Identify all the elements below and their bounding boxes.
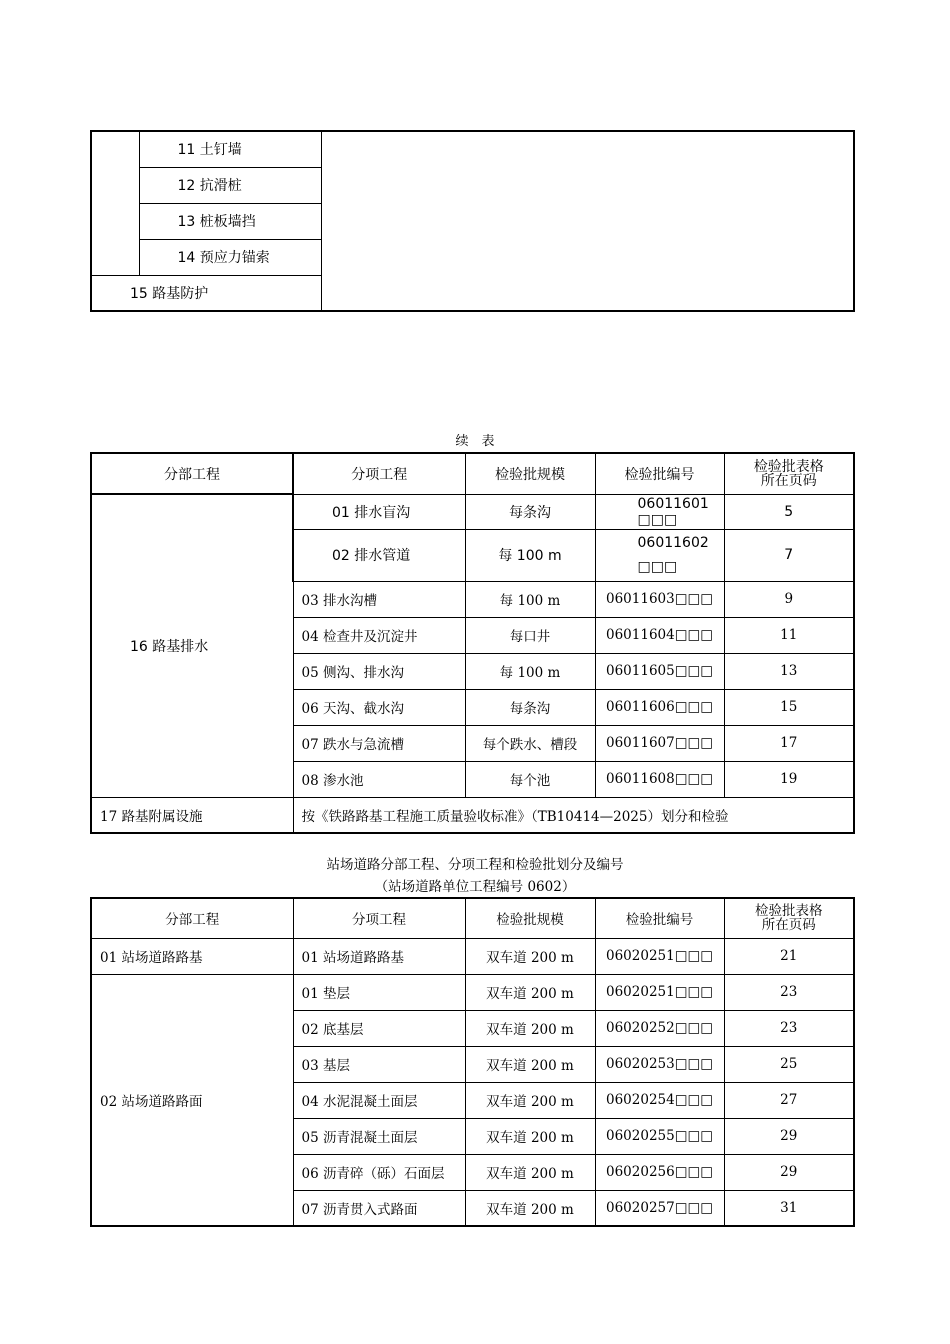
t1-header-code: 检验批编号 xyxy=(595,453,724,494)
t1-row-scale: 每条沟 xyxy=(465,494,595,529)
top-table xyxy=(90,130,855,312)
t2-row-code: 06020255□□□ xyxy=(595,1118,724,1154)
t2-row-item: 07 沥青贯入式路面 xyxy=(293,1190,465,1226)
t2-row-code: 06020257□□□ xyxy=(595,1190,724,1226)
t2-row-page: 27 xyxy=(724,1082,854,1118)
t1-row-code: 06011606□□□ xyxy=(595,689,724,725)
t2-row-page: 29 xyxy=(724,1154,854,1190)
t1-row-scale: 每个跌水、槽段 xyxy=(465,725,595,761)
t2-row-scale: 双车道 200 m xyxy=(465,1190,595,1226)
top-row-4: 14 预应力锚索 xyxy=(139,239,321,275)
t1-row-item: 03 排水沟槽 xyxy=(293,581,465,617)
t1-row-item: 02 排水管道 xyxy=(293,529,465,581)
t1-row-scale: 每 100 m xyxy=(465,653,595,689)
t1-row-page: 7 xyxy=(724,529,854,581)
t1-row-code: 06011607□□□ xyxy=(595,725,724,761)
t1-row-page: 19 xyxy=(724,761,854,797)
t2-row-scale: 双车道 200 m xyxy=(465,1010,595,1046)
t2-header-code: 检验批编号 xyxy=(595,898,724,938)
t2-header-group: 分部工程 xyxy=(91,898,293,938)
t1-group-cell: 16 路基排水 xyxy=(91,494,293,797)
t2-row-scale: 双车道 200 m xyxy=(465,974,595,1010)
t2-row-scale: 双车道 200 m xyxy=(465,1118,595,1154)
t1-last-group: 17 路基附属设施 xyxy=(91,797,293,833)
t1-row-code: 06011602 □□□ xyxy=(595,529,724,581)
continued-label: 续 表 xyxy=(455,434,495,449)
t2-row-code: 06020256□□□ xyxy=(595,1154,724,1190)
t1-row-code: 06011608□□□ xyxy=(595,761,724,797)
t2-row-item: 04 水泥混凝土面层 xyxy=(293,1082,465,1118)
t2-row-page: 23 xyxy=(724,974,854,1010)
section-subtitle: （站场道路单位工程编号 0602） xyxy=(374,879,576,895)
t2-group-2: 02 站场道路路面 xyxy=(91,974,293,1226)
t2-row-page: 23 xyxy=(724,1010,854,1046)
t1-row-scale: 每条沟 xyxy=(465,689,595,725)
t1-row-scale: 每 100 m xyxy=(465,529,595,581)
t2-row-page: 29 xyxy=(724,1118,854,1154)
t2-row-item: 01 站场道路路基 xyxy=(293,938,465,974)
t1-row-scale: 每个池 xyxy=(465,761,595,797)
t1-row-item: 08 渗水池 xyxy=(293,761,465,797)
subgrade-drainage-table xyxy=(90,452,855,834)
top-row-3: 13 桩板墙挡 xyxy=(139,203,321,239)
section-title: 站场道路分部工程、分项工程和检验批划分及编号 xyxy=(326,857,624,873)
top-row-2: 12 抗滑桩 xyxy=(139,167,321,203)
t1-header-scale: 检验批规模 xyxy=(465,453,595,494)
t1-row-item: 07 跌水与急流槽 xyxy=(293,725,465,761)
t1-header-group: 分部工程 xyxy=(91,453,293,494)
top-last-row: 15 路基防护 xyxy=(91,275,321,311)
t2-row-code: 06020252□□□ xyxy=(595,1010,724,1046)
t2-row-scale: 双车道 200 m xyxy=(465,1082,595,1118)
t1-row-code: 06011603□□□ xyxy=(595,581,724,617)
t1-row-item: 01 排水盲沟 xyxy=(293,494,465,529)
t1-header-page: 检验批表格 所在页码 xyxy=(724,453,854,494)
t1-row-scale: 每口井 xyxy=(465,617,595,653)
t1-row-scale: 每 100 m xyxy=(465,581,595,617)
t2-row-page: 21 xyxy=(724,938,854,974)
t1-header-item: 分项工程 xyxy=(293,453,465,494)
t2-row-code: 06020251□□□ xyxy=(595,938,724,974)
t2-row-code: 06020251□□□ xyxy=(595,974,724,1010)
t1-row-item: 05 侧沟、排水沟 xyxy=(293,653,465,689)
t2-row-item: 05 沥青混凝土面层 xyxy=(293,1118,465,1154)
t2-row-code: 06020253□□□ xyxy=(595,1046,724,1082)
t2-row-scale: 双车道 200 m xyxy=(465,1046,595,1082)
t1-row-code: 06011601 □□□ xyxy=(595,494,724,529)
top-row-1: 11 土钉墙 xyxy=(139,131,321,167)
t1-row-page: 9 xyxy=(724,581,854,617)
station-road-table xyxy=(90,897,855,1227)
t1-row-page: 13 xyxy=(724,653,854,689)
top-left-indent-cell xyxy=(91,131,139,275)
t2-row-scale: 双车道 200 m xyxy=(465,1154,595,1190)
t2-header-item: 分项工程 xyxy=(293,898,465,938)
t2-row-item: 02 底基层 xyxy=(293,1010,465,1046)
t1-row-page: 11 xyxy=(724,617,854,653)
t1-row-item: 06 天沟、截水沟 xyxy=(293,689,465,725)
t2-row-page: 31 xyxy=(724,1190,854,1226)
t2-row-item: 03 基层 xyxy=(293,1046,465,1082)
t2-group-1: 01 站场道路路基 xyxy=(91,938,293,974)
t1-row-page: 17 xyxy=(724,725,854,761)
t1-row-page: 5 xyxy=(724,494,854,529)
t2-row-scale: 双车道 200 m xyxy=(465,938,595,974)
t2-row-page: 25 xyxy=(724,1046,854,1082)
t2-row-item: 01 垫层 xyxy=(293,974,465,1010)
t1-row-code: 06011605□□□ xyxy=(595,653,724,689)
t1-row-code: 06011604□□□ xyxy=(595,617,724,653)
t1-row-page: 15 xyxy=(724,689,854,725)
t2-row-code: 06020254□□□ xyxy=(595,1082,724,1118)
t1-row-item: 04 检查井及沉淀井 xyxy=(293,617,465,653)
t2-header-page: 检验批表格 所在页码 xyxy=(724,898,854,938)
t2-header-scale: 检验批规模 xyxy=(465,898,595,938)
t1-last-text: 按《铁路路基工程施工质量验收标准》（TB10414—2025）划分和检验 xyxy=(293,797,854,833)
t2-row-item: 06 沥青碎（砾）石面层 xyxy=(293,1154,465,1190)
top-blank-area xyxy=(321,131,854,311)
